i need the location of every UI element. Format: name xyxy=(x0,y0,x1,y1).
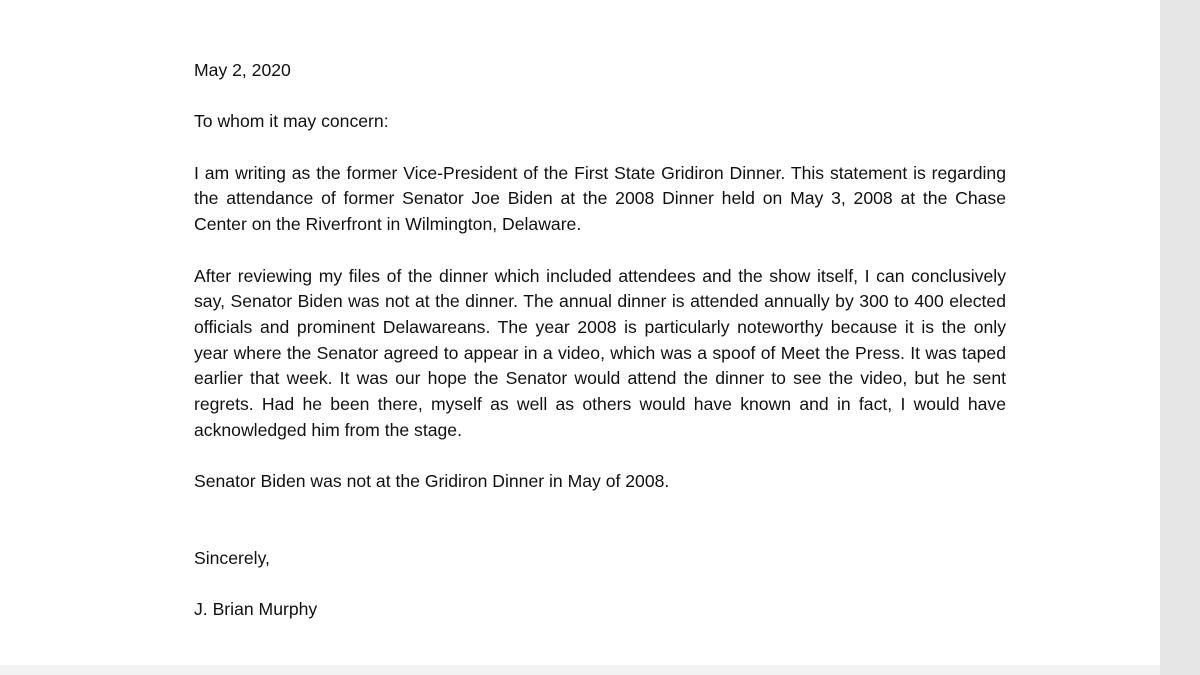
closing: Sincerely, xyxy=(194,547,270,568)
paragraph-intro: I am writing as the former Vice-President of the First State Gridiron Dinner. This statement is regarding the attendance of former Senator Joe Biden at the 2008 Dinner held on May 3, 2008 at the Chase Center on the Riverfront in Wilmington, Delaware. xyxy=(194,162,1006,235)
final-statement: Senator Biden was not at the Gridiron Dinner in May of 2008. xyxy=(194,471,670,492)
salutation: To whom it may concern: xyxy=(194,111,389,132)
signature-name: J. Brian Murphy xyxy=(194,599,318,620)
letter-date: May 2, 2020 xyxy=(194,60,291,80)
letter-body xyxy=(194,58,1006,623)
paragraph-details: After reviewing my files of the dinner which included attendees and the show itself, I can conclusively say, Senator Biden was not at the dinner. The annual dinner is attended annually by 300 to 400 elected officials and prominent Delawareans. The year 2008 is particularly noteworthy because it is the only year where the Senator agreed to appear in a video, which was a spoof of Meet the Press. It was taped earlier that week. It was our hope the Senator would attend the dinner to see the video, but he sent regrets. Had he been there, myself as well as others would have known and in fact, I would have acknowledged him from the stage. xyxy=(194,265,1006,440)
scroll-gutter xyxy=(1160,0,1200,675)
